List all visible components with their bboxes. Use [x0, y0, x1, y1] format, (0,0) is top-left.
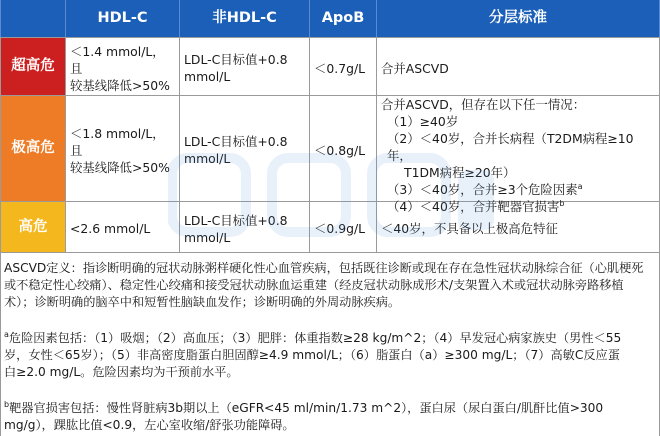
- non-hdl-c-target: [180, 96, 310, 201]
- footnote-marker: b: [4, 400, 10, 409]
- target-organ-note: [4, 400, 656, 434]
- hdl-line: 较基线降低>50%: [70, 77, 170, 93]
- hdl-line: 较基线降低>50%: [70, 159, 170, 175]
- note-line: 危险因素包括：（1）吸烟；（2）高血压；（3）肥胖：体重指数≥28 kg/m^2；（4）早发冠心病家族史（男性＜55: [8, 331, 622, 345]
- hdl-c-target: [66, 96, 180, 201]
- non-hdl-line: LDL-C目标值+0.8: [184, 52, 288, 67]
- footnotes: [0, 253, 660, 436]
- header-non-hdl-c: 非HDL-C: [180, 0, 310, 37]
- hdl-c-target: <2.6 mmol/L: [66, 202, 180, 252]
- note-line: 白≥2.0 mg/L。危险因素均为干预前水平。: [4, 365, 239, 379]
- criteria: [377, 96, 660, 214]
- footnote-marker: a: [577, 182, 583, 191]
- ascvd-definition: [4, 260, 656, 311]
- criteria-line: （1）≥40岁: [387, 114, 459, 129]
- non-hdl-line: LDL-C目标值+0.8: [184, 134, 288, 149]
- note-line: 靶器官损害包括：慢性肾脏病3b期以上（eGFR<45 ml/min/1.73 m^2），蛋白尿（尿白蛋白/肌酐比值>300: [9, 401, 604, 415]
- table-row: [0, 96, 660, 214]
- criteria-line: （3）＜40岁，合并≥3个危险因素: [387, 182, 578, 197]
- criteria: 合并ASCVD: [377, 38, 660, 95]
- header-apob: ApoB: [310, 0, 377, 37]
- apob-target: ＜0.8g/L: [310, 96, 377, 201]
- footnote-marker: a: [4, 330, 9, 339]
- hdl-line: ＜1.4 mmol/L，且: [70, 43, 165, 76]
- note-line: 岁，女性＜65岁）；（5）非高密度脂蛋白胆固醇≥4.9 mmol/L；（6）脂蛋白（a）≥300 mg/L；（7）高敏C反应蛋: [4, 348, 620, 362]
- non-hdl-c-target: [180, 202, 310, 252]
- criteria-line: （2）＜40岁，合并长病程（T2DM病程≥10年，: [387, 131, 634, 163]
- criteria-line: T1DM病程≥20年）: [404, 165, 516, 180]
- non-hdl-line: LDL-C目标值+0.8: [184, 212, 288, 228]
- hdl-line: ＜1.8 mmol/L，且: [70, 125, 165, 158]
- table-row: [0, 38, 660, 96]
- criteria-line: （4）＜40岁，合并靶器官损害: [387, 199, 560, 214]
- non-hdl-line: mmol/L: [184, 229, 231, 245]
- apob-target: ＜0.7g/L: [310, 38, 377, 95]
- non-hdl-line: mmol/L: [184, 151, 231, 166]
- risk-level-label: 高危: [0, 202, 66, 252]
- note-line: 术）；诊断明确的脑卒中和短暂性脑缺血发作；诊断明确的外周动脉疾病。: [4, 295, 401, 309]
- table-row: [0, 202, 660, 253]
- criteria-line: 合并ASCVD，但存在以下任一情况：: [381, 97, 586, 112]
- footnote-marker: b: [559, 199, 565, 208]
- note-line: 或不稳定性心绞痛）、稳定性心绞痛和接受冠状动脉血运重建（经皮冠状动脉成形术/支架置入术或冠状动脉旁路移植: [4, 278, 624, 292]
- risk-level-label: 极高危: [0, 96, 66, 201]
- non-hdl-line: mmol/L: [184, 69, 231, 84]
- apob-target: ＜0.9g/L: [310, 202, 377, 252]
- note-line: ASCVD定义：指诊断明确的冠状动脉粥样硬化性心血管疾病，包括既往诊断或现在存在急性冠状动脉综合征（心肌梗死: [4, 261, 644, 275]
- criteria: ＜40岁，不具备以上极高危特征: [377, 202, 660, 252]
- non-hdl-c-target: [180, 38, 310, 95]
- note-line: mg/g），踝肱比值<0.9，左心室收缩/舒张功能障碍。: [4, 418, 295, 432]
- header-level: [0, 0, 66, 37]
- header-hdl-c: HDL-C: [66, 0, 180, 37]
- risk-level-label: 超高危: [0, 38, 66, 95]
- risk-factors-note: [4, 330, 656, 381]
- header-criteria: 分层标准: [377, 0, 660, 37]
- table-header: [0, 0, 660, 38]
- hdl-c-target: [66, 38, 180, 95]
